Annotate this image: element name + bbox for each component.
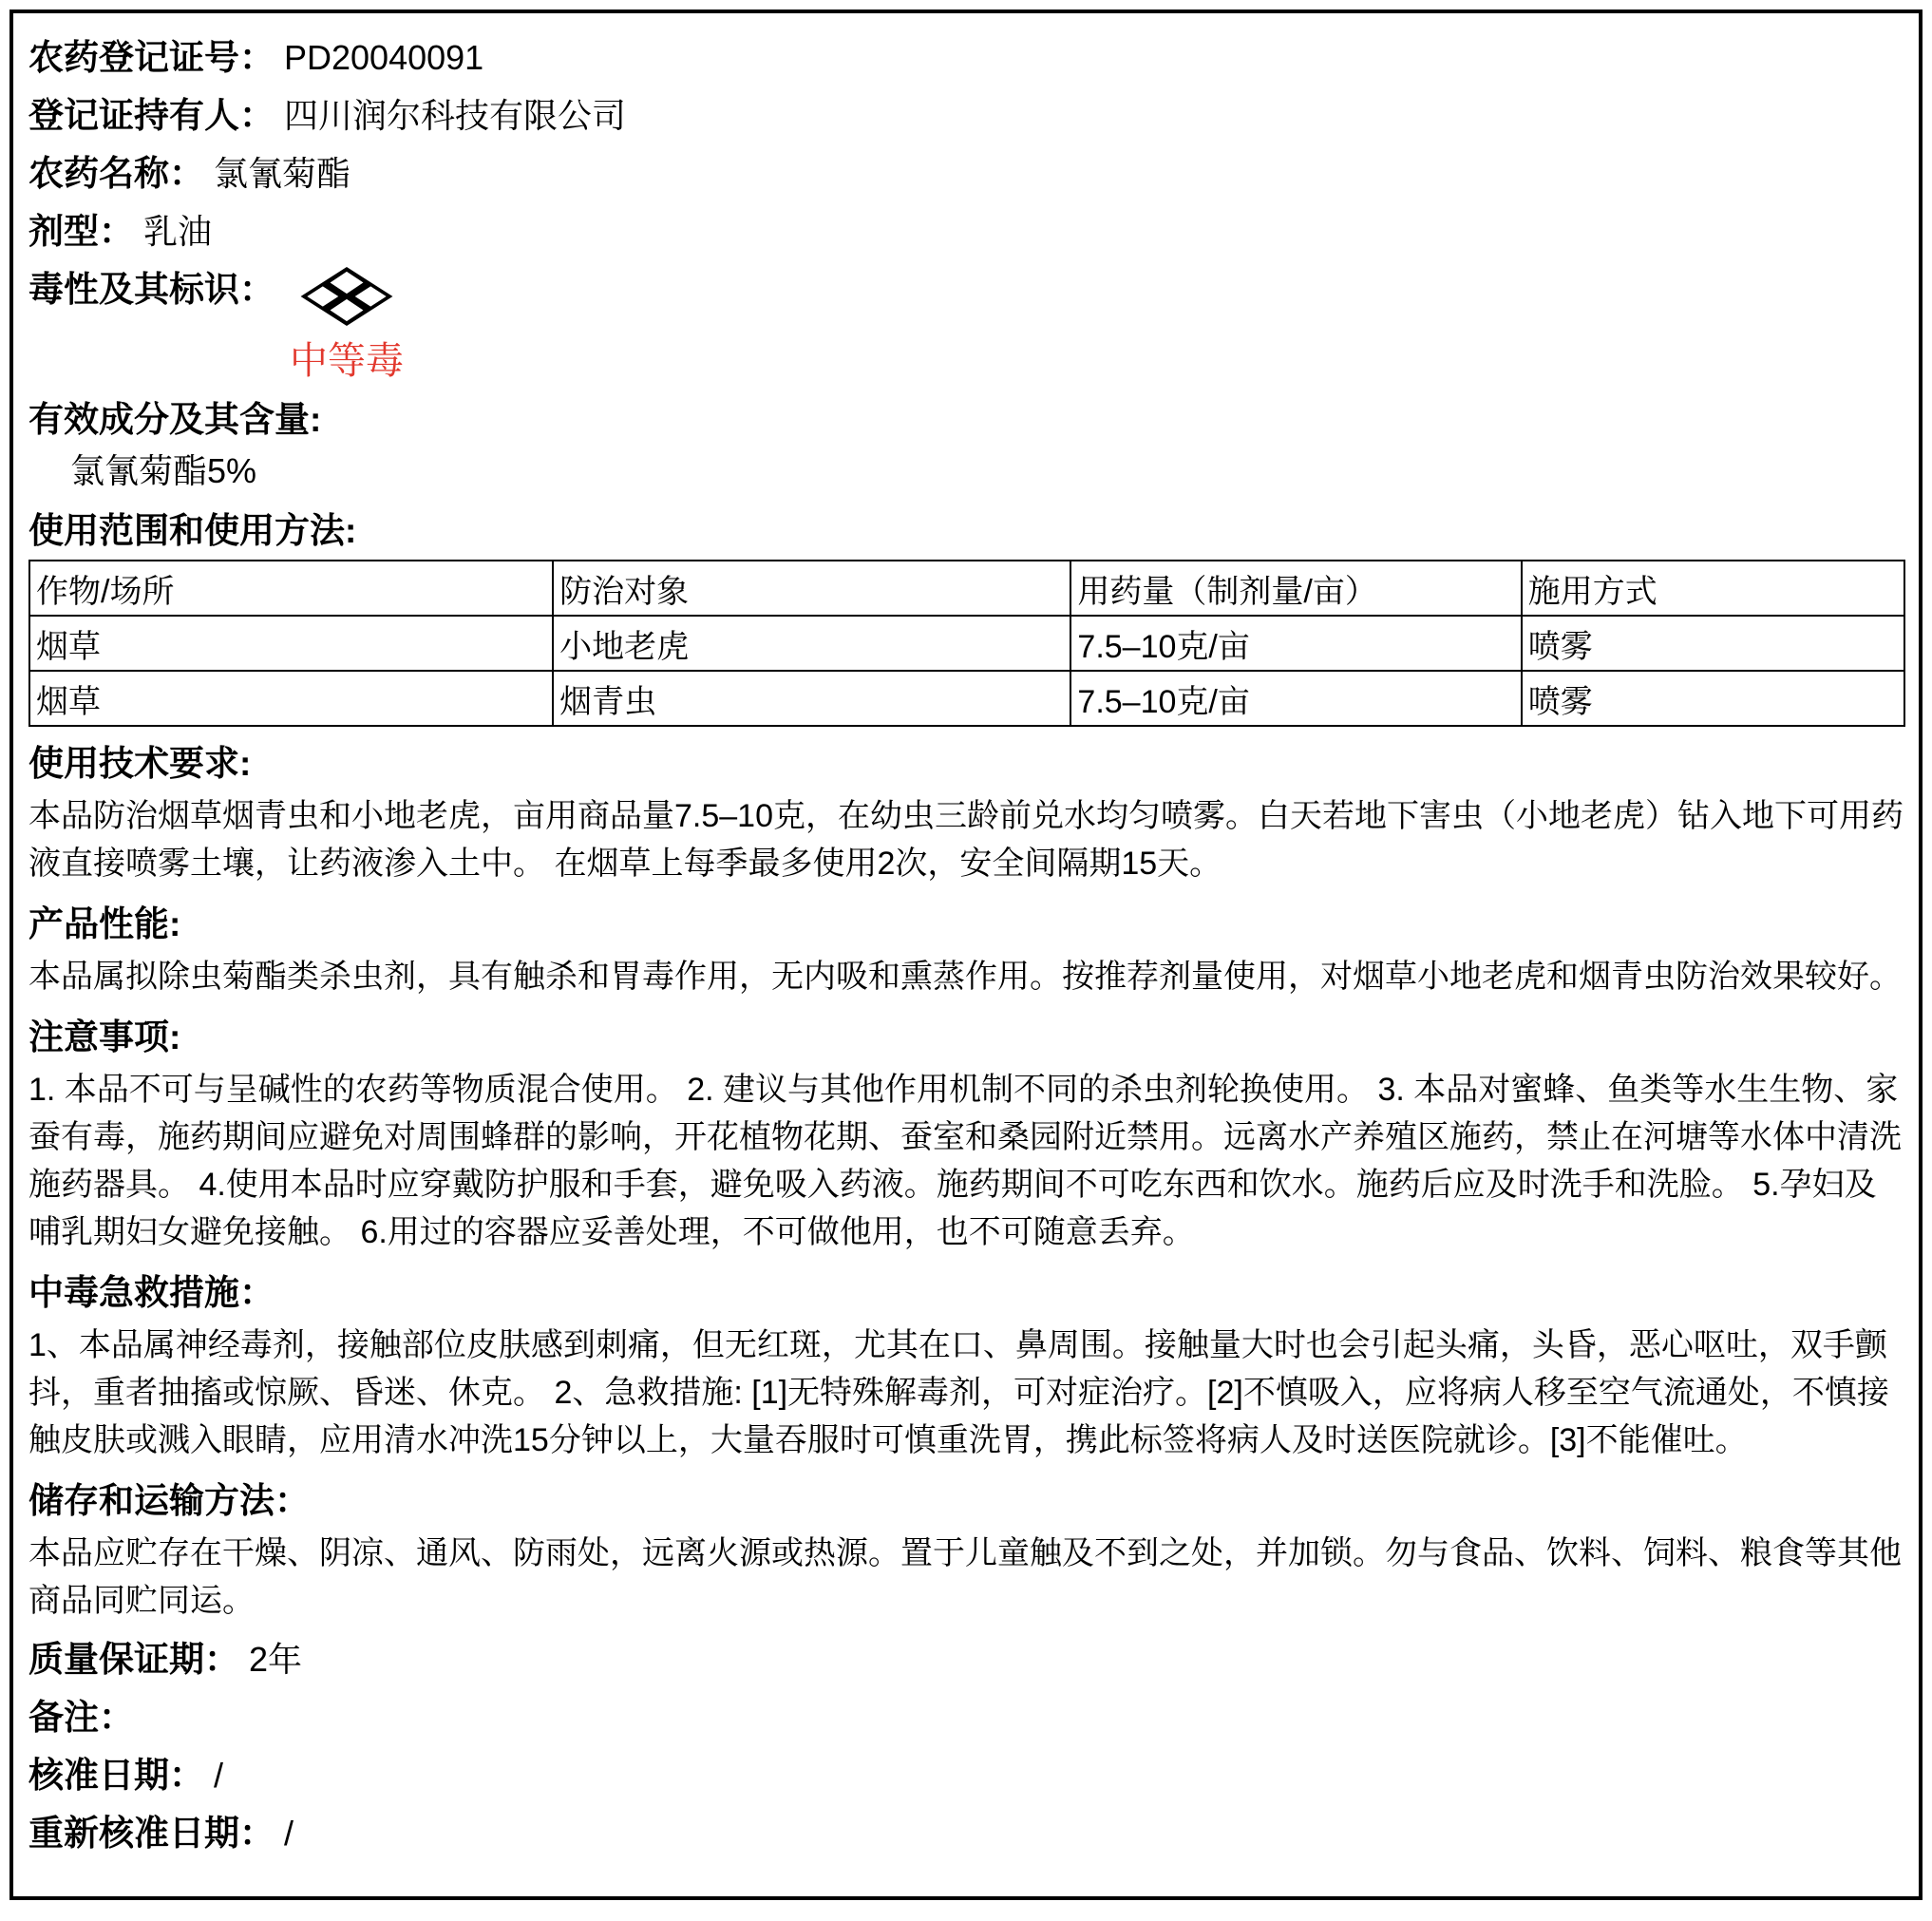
first-aid-heading: 中毒急救措施： — [28, 1273, 275, 1312]
usage-cell-dosage: 7.5–10克/亩 — [1070, 616, 1521, 671]
usage-cell-crop: 烟草 — [29, 616, 553, 671]
usage-heading: 使用范围和使用方法: — [28, 511, 357, 550]
usage-header-dosage: 用药量（制剂量/亩） — [1070, 561, 1521, 616]
registration-number-value: PD20040091 — [284, 38, 484, 77]
usage-cell-dosage: 7.5–10克/亩 — [1070, 671, 1521, 726]
toxicity-label: 毒性及其标识： — [28, 270, 275, 309]
field-remarks — [28, 1695, 1905, 1740]
field-warranty-period — [28, 1637, 1905, 1683]
registration-number-label: 农药登记证号： — [28, 38, 275, 77]
precautions-heading: 注意事项: — [28, 1018, 181, 1056]
reapproval-date-label: 重新核准日期： — [28, 1814, 275, 1853]
field-formulation — [28, 209, 1905, 255]
active-ingredient-heading: 有效成分及其含量: — [28, 400, 322, 439]
first-aid-text: 1、本品属神经毒剂，接触部位皮肤感到刺痛，但无红斑，尤其在口、鼻周围。接触量大时也会引起头痛，头昏，恶心呕吐，双手颤抖，重者抽搐或惊厥、昏迷、休克。 2、急救措施: [1]无特殊解毒剂，可对症治疗。[2]不慎吸入，应将病人移至空气流通处，不慎接触皮肤或溅入眼睛，应用清水冲洗15分钟以上，大量吞服时可慎重洗胃，携此标签将病人及时送医院就诊。[3]不能催吐。 — [28, 1327, 1889, 1458]
reapproval-date-value: / — [284, 1814, 294, 1853]
formulation-label: 剂型： — [28, 212, 134, 251]
usage-cell-method: 喷雾 — [1522, 671, 1904, 726]
usage-header-crop: 作物/场所 — [29, 561, 553, 616]
formulation-value: 乳油 — [143, 212, 213, 251]
precautions-text: 1. 本品不可与呈碱性的农药等物质混合使用。 2. 建议与其他作用机制不同的杀虫剂轮换使用。 3. 本品对蜜蜂、鱼类等水生生物、家蚕有毒，施药期间应避免对周围蜂群的影响，开花植物花期、蚕室和桑园附近禁用。远离水产养殖区施药，禁止在河塘等水体中清洗施药器具。 4.使用本品时应穿戴防护服和手套，避免吸入药液。施药期间不可吃东西和饮水。施药后应及时洗手和洗脸。 5.孕妇及哺乳期妇女避免接触。 6.用过的容器应妥善处理，不可做他用，也不可随意丢弃。 — [28, 1072, 1902, 1250]
pesticide-label-document — [9, 10, 1923, 1900]
usage-table-header-row — [29, 561, 1904, 616]
field-reapproval-date — [28, 1811, 1905, 1856]
toxicity-level-text: 中等毒 — [290, 340, 404, 382]
warranty-period-label: 质量保证期： — [28, 1640, 239, 1679]
product-performance-heading: 产品性能: — [28, 904, 181, 943]
usage-table — [28, 560, 1905, 727]
field-registration-number — [28, 35, 1905, 81]
storage-transport-heading: 储存和运输方法： — [28, 1481, 310, 1520]
technical-requirements-text: 本品防治烟草烟青虫和小地老虎，亩用商品量7.5–10克，在幼虫三龄前兑水均匀喷雾。白天若地下害虫（小地老虎）钻入地下可用药液直接喷雾土壤，让药液渗入土中。 在烟草上每季最多使用2次，安全间隔期15天。 — [28, 798, 1904, 882]
usage-header-method: 施用方式 — [1522, 561, 1904, 616]
pesticide-name-label: 农药名称： — [28, 154, 204, 193]
usage-table-row — [29, 671, 1904, 726]
usage-table-row — [29, 616, 1904, 671]
usage-header-target: 防治对象 — [553, 561, 1070, 616]
field-pesticide-name — [28, 151, 1905, 197]
approval-date-value: / — [214, 1756, 224, 1795]
toxicity-mark — [290, 267, 404, 383]
field-approval-date — [28, 1753, 1905, 1798]
toxicity-diamond-cross-icon — [300, 267, 393, 326]
warranty-period-value: 2年 — [249, 1640, 303, 1679]
pesticide-name-value: 氯氰菊酯 — [214, 154, 351, 193]
usage-cell-method: 喷雾 — [1522, 616, 1904, 671]
usage-cell-target: 烟青虫 — [553, 671, 1070, 726]
product-performance-text: 本品属拟除虫菊酯类杀虫剂，具有触杀和胃毒作用，无内吸和熏蒸作用。按推荐剂量使用，对烟草小地老虎和烟青虫防治效果较好。 — [28, 959, 1902, 995]
technical-requirements-heading: 使用技术要求: — [28, 744, 252, 783]
approval-date-label: 核准日期： — [28, 1756, 204, 1795]
active-ingredient-value: 氯氰菊酯5% — [70, 451, 257, 490]
certificate-holder-label: 登记证持有人： — [28, 96, 275, 135]
usage-cell-target: 小地老虎 — [553, 616, 1070, 671]
remarks-label: 备注： — [28, 1698, 134, 1737]
field-certificate-holder — [28, 93, 1905, 139]
certificate-holder-value: 四川润尔科技有限公司 — [284, 96, 627, 135]
storage-transport-text: 本品应贮存在干燥、阴凉、通风、防雨处，远离火源或热源。置于儿童触及不到之处，并加锁。勿与食品、饮料、饲料、粮食等其他商品同贮同运。 — [28, 1535, 1902, 1619]
usage-cell-crop: 烟草 — [29, 671, 553, 726]
field-toxicity — [28, 267, 1905, 383]
